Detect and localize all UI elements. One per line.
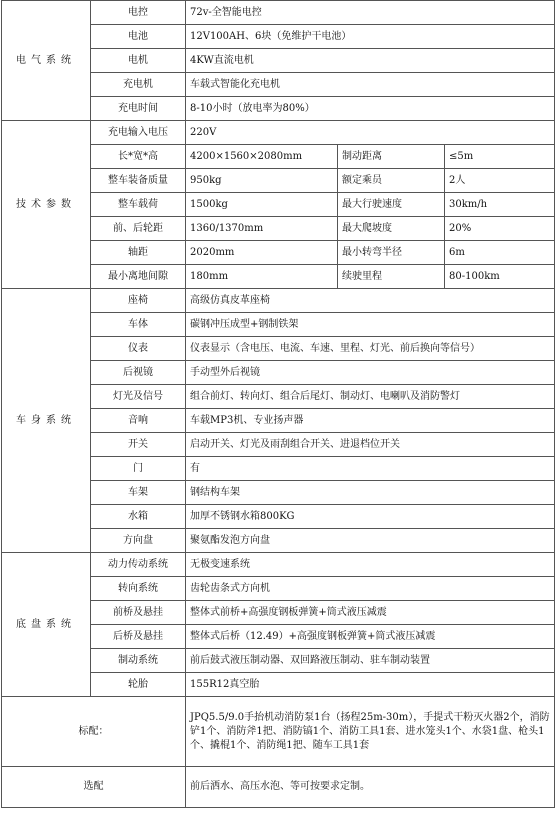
spec-label-2: 续驶里程 (338, 265, 445, 289)
table-row (2, 121, 555, 145)
section-category: 车身系统 (2, 289, 91, 553)
spec-table (1, 0, 555, 808)
spec-value: 加厚不锈钢水箱800KG (186, 505, 555, 529)
spec-label-2: 最小转弯半径 (338, 241, 445, 265)
spec-value: 仪表显示（含电压、电流、车速、里程、灯光、前后换向等信号） (186, 337, 555, 361)
spec-value: 4KW直流电机 (186, 49, 555, 73)
spec-value: 钢结构车架 (186, 481, 555, 505)
standard-row (2, 697, 555, 767)
spec-label: 电机 (91, 49, 186, 73)
spec-label: 前桥及悬挂 (91, 601, 186, 625)
spec-value: 聚氨酯发泡方向盘 (186, 529, 555, 553)
spec-label: 前、后轮距 (91, 217, 186, 241)
spec-label: 后视镜 (91, 361, 186, 385)
spec-label: 电控 (91, 1, 186, 25)
table-row (2, 1, 555, 25)
spec-value: 齿轮齿条式方向机 (186, 577, 555, 601)
spec-value-2: 80-100km (445, 265, 555, 289)
spec-label: 充电时间 (91, 97, 186, 121)
spec-label: 轮胎 (91, 673, 186, 697)
spec-label: 开关 (91, 433, 186, 457)
spec-label: 后桥及悬挂 (91, 625, 186, 649)
spec-value: 车载式智能化充电机 (186, 73, 555, 97)
spec-value: 碳钢冲压成型+钢制铁架 (186, 313, 555, 337)
spec-label-2: 最大行驶速度 (338, 193, 445, 217)
spec-label: 车体 (91, 313, 186, 337)
spec-value: 8-10小时（放电率为80%） (186, 97, 555, 121)
section-category: 底盘系统 (2, 553, 91, 697)
spec-label: 充电输入电压 (91, 121, 186, 145)
spec-value: 车载MP3机、专业扬声器 (186, 409, 555, 433)
spec-label: 灯光及信号 (91, 385, 186, 409)
spec-label: 整车装备质量 (91, 169, 186, 193)
spec-value: 整体式后桥（12.49）+高强度钢板弹簧+筒式液压减震 (186, 625, 555, 649)
optional-row (2, 767, 555, 808)
spec-label-2: 最大爬坡度 (338, 217, 445, 241)
spec-label: 轴距 (91, 241, 186, 265)
spec-value: 4200×1560×2080mm (186, 145, 338, 169)
spec-value: 950kg (186, 169, 338, 193)
spec-label: 方向盘 (91, 529, 186, 553)
spec-value: 高级仿真皮革座椅 (186, 289, 555, 313)
section-category: 电气系统 (2, 1, 91, 121)
spec-value-2: 20% (445, 217, 555, 241)
section-category: 技术参数 (2, 121, 91, 289)
spec-value-2: 6m (445, 241, 555, 265)
spec-value: 180mm (186, 265, 338, 289)
spec-value: 12V100AH、6块（免维护干电池） (186, 25, 555, 49)
spec-value-2: 2人 (445, 169, 555, 193)
spec-label: 车架 (91, 481, 186, 505)
spec-value: 组合前灯、转向灯、组合后尾灯、制动灯、电喇叭及消防警灯 (186, 385, 555, 409)
optional-value: 前后洒水、高压水泡、等可按要求定制。 (186, 767, 555, 808)
spec-value: 整体式前桥+高强度钢板弹簧+筒式液压减震 (186, 601, 555, 625)
spec-value: 2020mm (186, 241, 338, 265)
spec-value: 1360/1370mm (186, 217, 338, 241)
spec-label: 座椅 (91, 289, 186, 313)
standard-label: 标配： (2, 697, 186, 767)
spec-value: 155R12真空胎 (186, 673, 555, 697)
spec-label: 制动系统 (91, 649, 186, 673)
spec-value: 前后鼓式液压制动器、双回路液压制动、驻车制动装置 (186, 649, 555, 673)
spec-label-2: 制动距离 (338, 145, 445, 169)
table-row (2, 553, 555, 577)
table-row (2, 289, 555, 313)
spec-label: 电池 (91, 25, 186, 49)
spec-label: 音响 (91, 409, 186, 433)
spec-value: 无极变速系统 (186, 553, 555, 577)
spec-label: 整车载荷 (91, 193, 186, 217)
spec-label: 水箱 (91, 505, 186, 529)
spec-value: 有 (186, 457, 555, 481)
spec-value: 启动开关、灯光及雨刮组合开关、进退档位开关 (186, 433, 555, 457)
standard-value: JPQ5.5/9.0手抬机动消防泵1台（扬程25m-30m），手提式干粉灭火器2个，消防铲1个、消防斧1把、消防镐1个、消防工具1套、进水笼头1个、水袋1盘、枪头1个、撬棍1个、消防绳1把、随车工具1套 (186, 697, 555, 767)
spec-value-2: ≤5m (445, 145, 555, 169)
optional-label: 选配 (2, 767, 186, 808)
spec-value: 72v-全智能电控 (186, 1, 555, 25)
spec-value-2: 30km/h (445, 193, 555, 217)
spec-value: 220V (186, 121, 555, 145)
spec-label: 仪表 (91, 337, 186, 361)
spec-value: 手动型外后视镜 (186, 361, 555, 385)
spec-label: 长*宽*高 (91, 145, 186, 169)
spec-label-2: 额定乘员 (338, 169, 445, 193)
spec-label: 最小离地间隙 (91, 265, 186, 289)
spec-value: 1500kg (186, 193, 338, 217)
spec-label: 动力传动系统 (91, 553, 186, 577)
spec-label: 门 (91, 457, 186, 481)
spec-label: 充电机 (91, 73, 186, 97)
spec-label: 转向系统 (91, 577, 186, 601)
